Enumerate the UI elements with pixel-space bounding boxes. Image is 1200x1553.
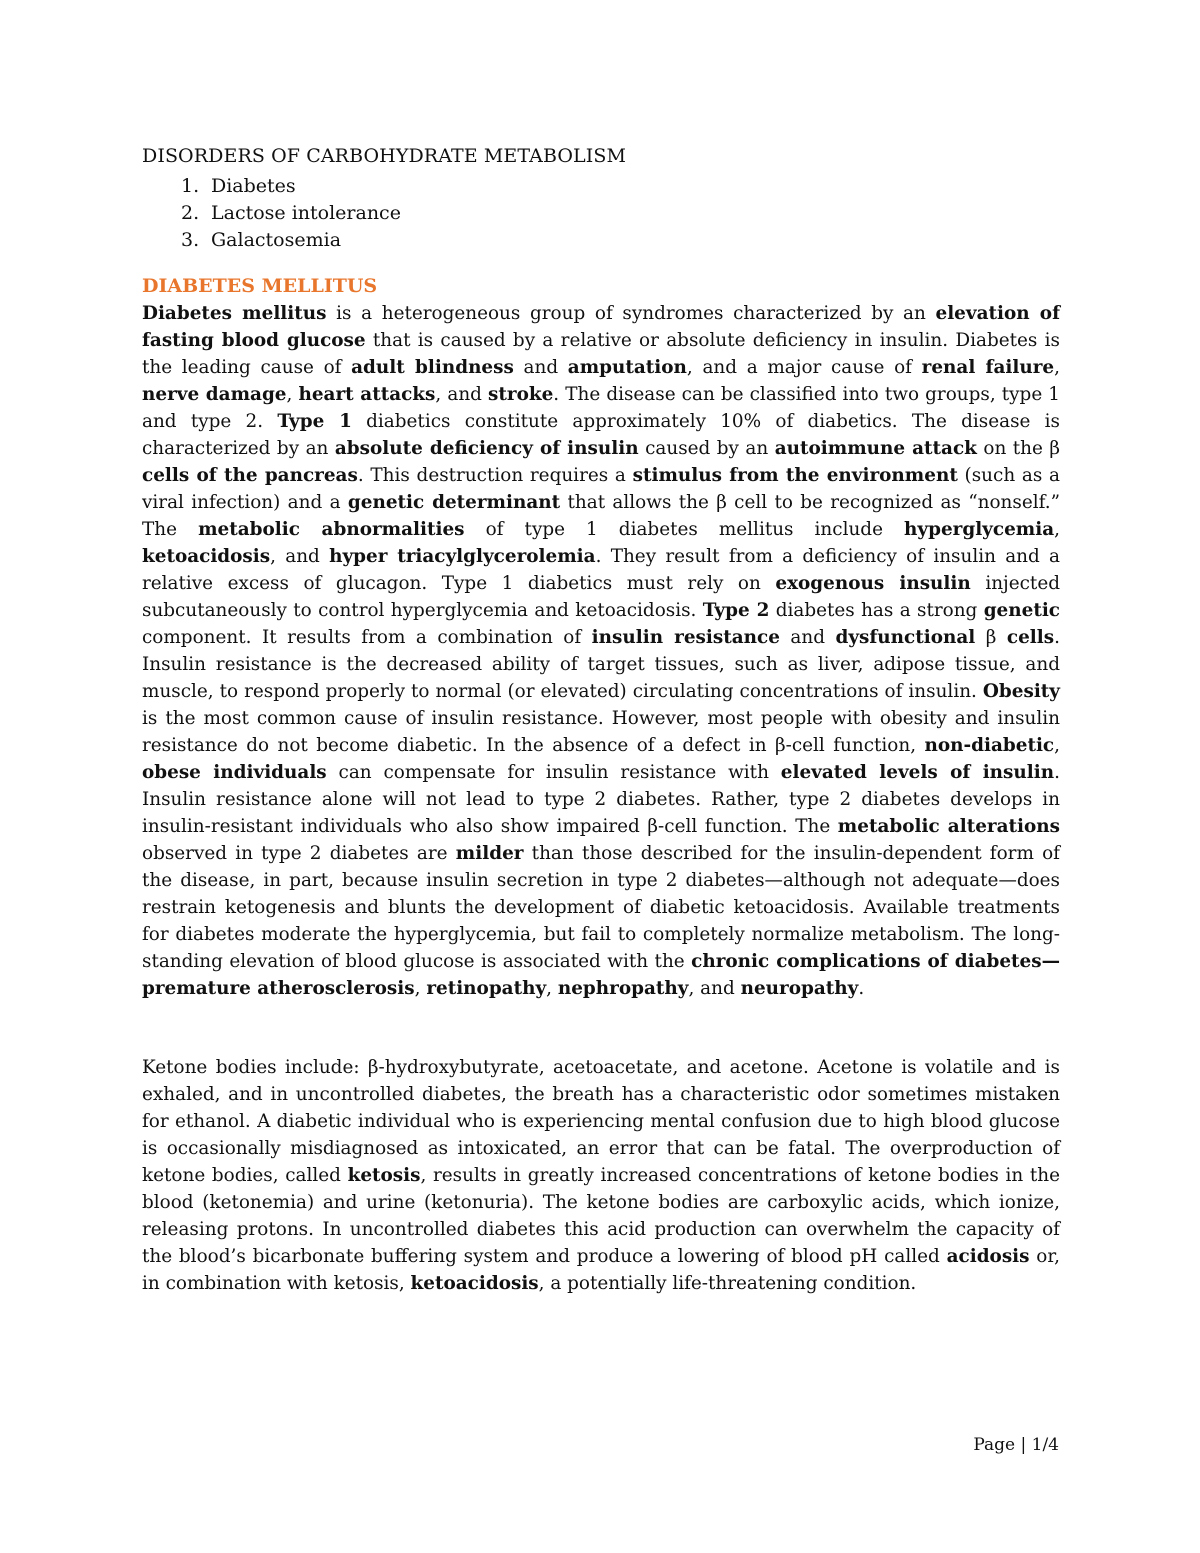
list-item <box>142 173 1060 200</box>
bold-text-run: neuropathy <box>740 978 859 999</box>
text-run: on the β <box>976 438 1061 459</box>
bold-text-run: retinopathy <box>426 978 547 999</box>
text-run: . Insulin resistance alone will not lead to type 2 diabetes. Rather, type 2 diabetes develops in insulin-resistant individuals who also show impaired β-cell function. The <box>142 762 1060 837</box>
text-run: diabetes has a strong <box>769 600 984 621</box>
bold-text-run: cells <box>1006 627 1055 648</box>
bold-text-run: non-diabetic <box>924 735 1055 756</box>
bold-text-run: metabolic abnormalities <box>198 519 465 540</box>
bold-text-run: elevated levels of insulin <box>780 762 1055 783</box>
bold-text-run: adult blindness <box>351 357 514 378</box>
text-run: injected subcutaneously to control hyperglycemia and ketoacidosis. <box>142 573 1060 621</box>
bold-text-run: Type 1 <box>277 411 352 432</box>
bold-text-run: heart attacks <box>298 384 436 405</box>
bold-text-run: Diabetes mellitus <box>142 303 327 324</box>
bold-text-run: ketosis <box>347 1165 421 1186</box>
list-item <box>142 227 1060 254</box>
bold-text-run: chronic complications of diabetes—premature atherosclerosis <box>142 951 1060 999</box>
list-number: 3. <box>181 229 200 251</box>
text-run: , and <box>435 384 489 405</box>
text-run: caused by an <box>638 438 775 459</box>
bold-text-run: Obesity <box>982 681 1060 702</box>
text-run: , and <box>270 546 330 567</box>
bold-text-run: acidosis <box>946 1246 1030 1267</box>
bold-text-run: exogenous insulin <box>775 573 971 594</box>
text-run: , <box>414 978 427 999</box>
bold-text-run: genetic determinant <box>347 492 561 513</box>
text-run: , <box>546 978 558 999</box>
text-run: Ketone bodies include: β-hydroxybutyrate, acetoacetate, and acetone. Acetone is volatile and is exhaled, and in uncontrolled diabetes, the breath has a characteristic odor sometimes mistaken for ethanol. A diabetic individual who is experiencing mental confusion due to high blood glucose is occasionally misdiagnosed as intoxicated, an error that can be fatal. The overproduction of ketone bodies, called <box>142 1057 1060 1186</box>
diabetes-paragraph <box>142 300 1060 1002</box>
text-run: that is caused by a relative or absolute deficiency in insulin. Diabetes is the leading cause of <box>142 330 1060 378</box>
bold-text-run: obese individuals <box>142 762 327 783</box>
text-run: is a heterogeneous group of syndromes characterized by an <box>326 303 936 324</box>
list-label: Diabetes <box>211 175 296 197</box>
text-run: is the most common cause of insulin resistance. However, most people with obesity and insulin resistance do not become diabetic. In the absence of a defect in β-cell function, <box>142 708 1060 756</box>
list-label: Lactose intolerance <box>211 202 401 224</box>
bold-text-run: autoimmune attack <box>774 438 977 459</box>
bold-text-run: nephropathy <box>557 978 689 999</box>
list-number: 1. <box>181 175 200 197</box>
bold-text-run: hyperglycemia <box>904 519 1055 540</box>
list-number: 2. <box>181 202 200 224</box>
text-run: observed in type 2 diabetes are <box>142 843 456 864</box>
text-run: diabetics constitute approximately 10% of diabetics. The disease is characterized by an <box>142 411 1061 459</box>
bold-text-run: nerve damage <box>142 384 287 405</box>
text-run: or, in combination with ketosis, <box>142 1246 1060 1294</box>
bold-text-run: stimulus from the environment <box>632 465 958 486</box>
ketone-bodies-paragraph <box>142 1054 1060 1297</box>
bold-text-run: elevation of fasting blood glucose <box>142 303 1060 351</box>
list-item <box>142 200 1060 227</box>
text-run: . This destruction requires a <box>357 465 633 486</box>
text-run: . They result from a deficiency of insulin and a relative excess of glucagon. Type 1 diabetics must rely on <box>142 546 1060 594</box>
text-run: β <box>975 627 1007 648</box>
text-run: . <box>858 978 865 999</box>
text-run: (such as a viral infection) and a <box>142 465 1060 513</box>
bold-text-run: stroke <box>488 384 554 405</box>
bold-text-run: cells of the pancreas <box>142 465 358 486</box>
text-run: . Insulin resistance is the decreased ability of target tissues, such as liver, adipose tissue, and muscle, to respond properly to normal (or elevated) circulating concentrations of insulin. <box>142 627 1060 702</box>
text-run: , <box>1054 519 1060 540</box>
text-run: can compensate for insulin resistance with <box>326 762 781 783</box>
text-run: , and a major cause of <box>686 357 922 378</box>
text-run: , <box>286 384 299 405</box>
bold-text-run: hyper triacylglycerolemia <box>329 546 596 567</box>
bold-text-run: genetic <box>983 600 1060 621</box>
page-footer: Page | 1/4 <box>973 1435 1059 1455</box>
disorders-list <box>142 173 1060 254</box>
text-run: and <box>513 357 568 378</box>
document-title: DISORDERS OF CARBOHYDRATE METABOLISM <box>142 145 627 167</box>
text-run: , <box>1054 735 1060 756</box>
bold-text-run: dysfunctional <box>835 627 976 648</box>
text-run: , <box>1054 357 1060 378</box>
text-run: , and <box>688 978 741 999</box>
text-run: , results in greatly increased concentrations of ketone bodies in the blood (ketonemia) and urine (ketonuria). The ketone bodies are carboxylic acids, which ionize, releasing protons. In uncontrolled diabetes this acid production can overwhelm the capacity of the blood’s bicarbonate buffering system and produce a lowering of blood pH called <box>142 1165 1061 1267</box>
list-label: Galactosemia <box>211 229 342 251</box>
bold-text-run: insulin resistance <box>591 627 780 648</box>
section-heading: DIABETES MELLITUS <box>142 275 378 297</box>
bold-text-run: milder <box>455 843 524 864</box>
bold-text-run: metabolic alterations <box>837 816 1060 837</box>
bold-text-run: absolute deficiency of insulin <box>334 438 639 459</box>
text-run: and <box>779 627 836 648</box>
text-run: , a potentially life-threatening condition. <box>538 1273 917 1294</box>
text-run: than those described for the insulin-dependent form of the disease, in part, because insulin secretion in type 2 diabetes—although not adequate—does restrain ketogenesis and blunts the development of diabetic ketoacidosis. Available treatments for diabetes moderate the hyperglycemia, but fail to completely normalize metabolism. The long-standing elevation of blood glucose is associated with the <box>142 843 1060 972</box>
bold-text-run: Type 2 <box>702 600 770 621</box>
text-run: of type 1 diabetes mellitus include <box>464 519 905 540</box>
bold-text-run: ketoacidosis <box>142 546 271 567</box>
bold-text-run: renal failure <box>921 357 1055 378</box>
bold-text-run: amputation <box>567 357 687 378</box>
text-run: that allows the β cell to be recognized as “nonself.” The <box>142 492 1060 540</box>
bold-text-run: ketoacidosis <box>410 1273 539 1294</box>
text-run: . The disease can be classified into two groups, type 1 and type 2. <box>142 384 1061 432</box>
text-run: component. It results from a combination of <box>142 627 592 648</box>
